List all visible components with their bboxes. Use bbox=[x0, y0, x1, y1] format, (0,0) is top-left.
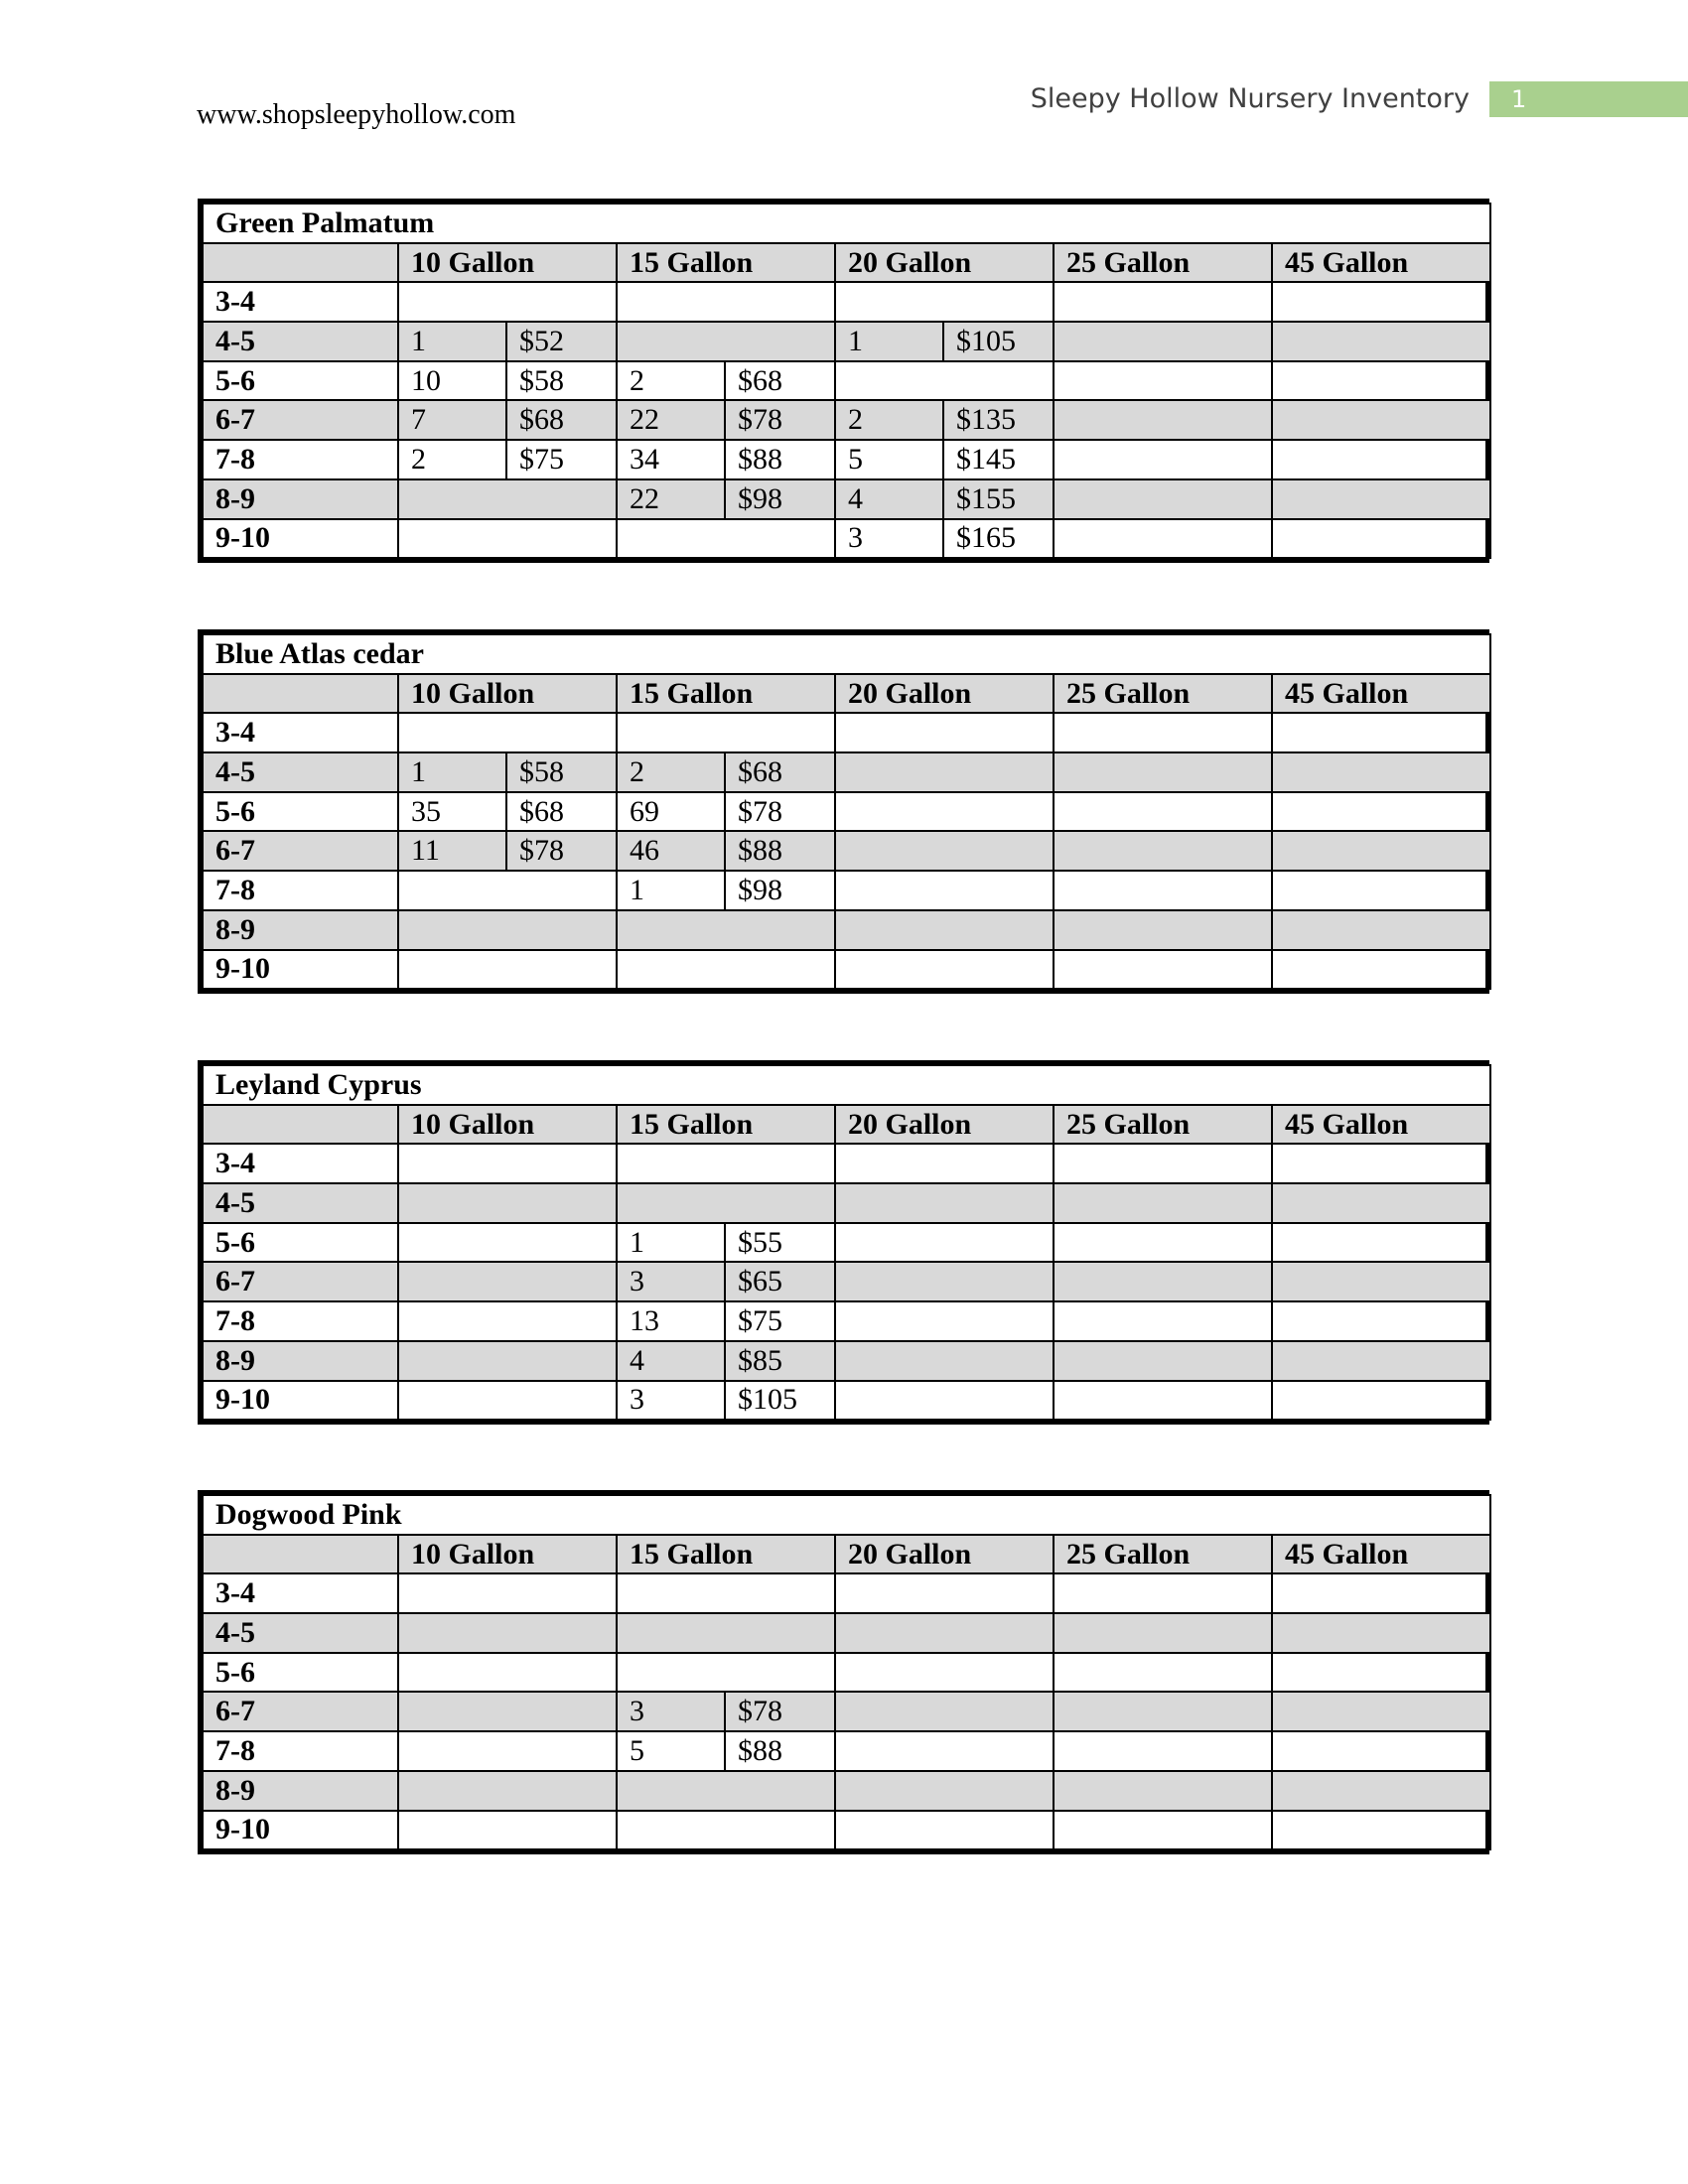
empty-cell bbox=[1272, 1613, 1490, 1653]
table-row bbox=[203, 871, 1490, 910]
empty-cell bbox=[1054, 322, 1272, 361]
empty-cell bbox=[1054, 1731, 1272, 1771]
empty-cell bbox=[1054, 282, 1272, 322]
empty-cell bbox=[1272, 322, 1490, 361]
document-title: Sleepy Hollow Nursery Inventory bbox=[1030, 83, 1470, 114]
column-header: 10 Gallon bbox=[398, 1535, 617, 1574]
quantity-cell: 4 bbox=[835, 479, 943, 519]
table-row bbox=[203, 1301, 1490, 1341]
empty-cell bbox=[1054, 1692, 1272, 1731]
empty-cell bbox=[398, 479, 617, 519]
empty-cell bbox=[617, 1183, 835, 1223]
empty-cell bbox=[835, 1613, 1054, 1653]
website-url: www.shopsleepyhollow.com bbox=[197, 99, 516, 130]
table-row bbox=[203, 1811, 1490, 1850]
empty-cell bbox=[1054, 752, 1272, 792]
empty-cell bbox=[1054, 361, 1272, 401]
table-header-row bbox=[203, 1105, 1490, 1145]
empty-cell bbox=[398, 1301, 617, 1341]
empty-cell bbox=[398, 1223, 617, 1263]
empty-cell bbox=[1054, 1262, 1272, 1301]
column-header: 45 Gallon bbox=[1272, 674, 1490, 714]
size-label: 7-8 bbox=[203, 440, 398, 479]
table-row bbox=[203, 1771, 1490, 1811]
empty-cell bbox=[1272, 1183, 1490, 1223]
empty-cell bbox=[1272, 519, 1490, 559]
empty-cell bbox=[1272, 361, 1490, 401]
price-cell: $135 bbox=[943, 400, 1054, 440]
price-cell: $155 bbox=[943, 479, 1054, 519]
empty-cell bbox=[617, 1653, 835, 1693]
price-cell: $75 bbox=[725, 1301, 835, 1341]
empty-cell bbox=[398, 871, 617, 910]
table-title-row bbox=[203, 634, 1490, 674]
empty-cell bbox=[1272, 910, 1490, 950]
quantity-cell: 46 bbox=[617, 831, 725, 871]
empty-cell bbox=[617, 519, 835, 559]
size-label: 9-10 bbox=[203, 519, 398, 559]
empty-cell bbox=[1272, 479, 1490, 519]
empty-cell bbox=[398, 1183, 617, 1223]
quantity-cell: 4 bbox=[617, 1341, 725, 1381]
column-header: 25 Gallon bbox=[1054, 243, 1272, 283]
empty-cell bbox=[1054, 400, 1272, 440]
empty-cell bbox=[617, 713, 835, 752]
empty-cell bbox=[835, 871, 1054, 910]
empty-cell bbox=[835, 1223, 1054, 1263]
table-title-row bbox=[203, 1065, 1490, 1105]
empty-cell bbox=[1272, 831, 1490, 871]
empty-cell bbox=[1272, 1653, 1490, 1693]
table-row bbox=[203, 713, 1490, 752]
table-row bbox=[203, 1341, 1490, 1381]
quantity-cell: 3 bbox=[617, 1262, 725, 1301]
empty-cell bbox=[398, 1811, 617, 1850]
table-row bbox=[203, 1144, 1490, 1183]
column-header: 20 Gallon bbox=[835, 1535, 1054, 1574]
empty-cell bbox=[1272, 282, 1490, 322]
size-label: 6-7 bbox=[203, 400, 398, 440]
empty-cell bbox=[1054, 1144, 1272, 1183]
table-row bbox=[203, 1613, 1490, 1653]
empty-cell bbox=[835, 950, 1054, 990]
size-label: 5-6 bbox=[203, 1653, 398, 1693]
empty-cell bbox=[398, 1653, 617, 1693]
empty-cell bbox=[1272, 752, 1490, 792]
size-label: 3-4 bbox=[203, 1144, 398, 1183]
column-header: 25 Gallon bbox=[1054, 1105, 1272, 1145]
column-header: 15 Gallon bbox=[617, 243, 835, 283]
page-number-badge: 1 bbox=[1489, 81, 1688, 117]
table-title: Green Palmatum bbox=[203, 204, 1490, 243]
size-label: 4-5 bbox=[203, 1183, 398, 1223]
price-cell: $52 bbox=[506, 322, 617, 361]
price-cell: $68 bbox=[506, 400, 617, 440]
price-cell: $78 bbox=[725, 792, 835, 832]
quantity-cell: 1 bbox=[835, 322, 943, 361]
empty-cell bbox=[835, 1811, 1054, 1850]
empty-cell bbox=[1054, 871, 1272, 910]
empty-cell bbox=[1272, 1771, 1490, 1811]
table-row bbox=[203, 792, 1490, 832]
size-label: 3-4 bbox=[203, 1573, 398, 1613]
empty-cell bbox=[835, 1183, 1054, 1223]
empty-cell bbox=[398, 1771, 617, 1811]
price-cell: $88 bbox=[725, 831, 835, 871]
empty-cell bbox=[617, 910, 835, 950]
column-header: 25 Gallon bbox=[1054, 674, 1272, 714]
price-cell: $78 bbox=[506, 831, 617, 871]
empty-cell bbox=[1054, 479, 1272, 519]
empty-cell bbox=[1272, 1223, 1490, 1263]
empty-cell bbox=[617, 1811, 835, 1850]
empty-cell bbox=[1272, 1341, 1490, 1381]
table-row bbox=[203, 282, 1490, 322]
table-row bbox=[203, 1731, 1490, 1771]
empty-cell bbox=[1054, 792, 1272, 832]
column-header: 25 Gallon bbox=[1054, 1535, 1272, 1574]
table-row bbox=[203, 322, 1490, 361]
size-label: 7-8 bbox=[203, 871, 398, 910]
size-label: 8-9 bbox=[203, 910, 398, 950]
price-cell: $105 bbox=[943, 322, 1054, 361]
table-row bbox=[203, 400, 1490, 440]
size-label: 5-6 bbox=[203, 361, 398, 401]
empty-cell bbox=[1272, 1573, 1490, 1613]
empty-cell bbox=[398, 1613, 617, 1653]
empty-cell bbox=[398, 1692, 617, 1731]
size-label: 9-10 bbox=[203, 1381, 398, 1421]
empty-cell bbox=[835, 1144, 1054, 1183]
table-header-row bbox=[203, 243, 1490, 283]
empty-cell bbox=[835, 1692, 1054, 1731]
table-row bbox=[203, 910, 1490, 950]
table-row bbox=[203, 831, 1490, 871]
price-cell: $165 bbox=[943, 519, 1054, 559]
empty-cell bbox=[835, 361, 1054, 401]
empty-cell bbox=[1054, 1381, 1272, 1421]
empty-cell bbox=[1054, 1341, 1272, 1381]
empty-cell bbox=[398, 519, 617, 559]
size-label: 3-4 bbox=[203, 713, 398, 752]
empty-cell bbox=[1272, 1811, 1490, 1850]
empty-cell bbox=[1054, 1613, 1272, 1653]
empty-cell bbox=[398, 950, 617, 990]
price-cell: $105 bbox=[725, 1381, 835, 1421]
table-row bbox=[203, 1183, 1490, 1223]
empty-cell bbox=[617, 282, 835, 322]
quantity-cell: 2 bbox=[835, 400, 943, 440]
size-label: 5-6 bbox=[203, 792, 398, 832]
empty-cell bbox=[1272, 713, 1490, 752]
size-label: 4-5 bbox=[203, 322, 398, 361]
inventory-table-leyland-cyprus bbox=[198, 1060, 1489, 1425]
size-label: 8-9 bbox=[203, 1341, 398, 1381]
quantity-cell: 13 bbox=[617, 1301, 725, 1341]
empty-cell bbox=[398, 1341, 617, 1381]
table-row bbox=[203, 950, 1490, 990]
table-row bbox=[203, 1692, 1490, 1731]
empty-cell bbox=[835, 792, 1054, 832]
table-title: Dogwood Pink bbox=[203, 1495, 1490, 1535]
inventory-table-blue-atlas-cedar bbox=[198, 629, 1489, 994]
empty-cell bbox=[398, 713, 617, 752]
empty-cell bbox=[398, 282, 617, 322]
empty-cell bbox=[1272, 1381, 1490, 1421]
empty-cell bbox=[398, 1731, 617, 1771]
empty-cell bbox=[835, 1771, 1054, 1811]
table-row bbox=[203, 1262, 1490, 1301]
table-title: Blue Atlas cedar bbox=[203, 634, 1490, 674]
empty-cell bbox=[1054, 1811, 1272, 1850]
size-column-header bbox=[203, 674, 398, 714]
table-title: Leyland Cyprus bbox=[203, 1065, 1490, 1105]
size-label: 4-5 bbox=[203, 752, 398, 792]
price-cell: $75 bbox=[506, 440, 617, 479]
empty-cell bbox=[617, 1573, 835, 1613]
empty-cell bbox=[1054, 1183, 1272, 1223]
empty-cell bbox=[1054, 440, 1272, 479]
quantity-cell: 11 bbox=[398, 831, 506, 871]
empty-cell bbox=[835, 831, 1054, 871]
empty-cell bbox=[398, 1573, 617, 1613]
empty-cell bbox=[1272, 1144, 1490, 1183]
empty-cell bbox=[1272, 1731, 1490, 1771]
empty-cell bbox=[835, 1341, 1054, 1381]
empty-cell bbox=[1272, 400, 1490, 440]
inventory-grid bbox=[202, 633, 1491, 990]
empty-cell bbox=[1054, 1573, 1272, 1613]
table-header-row bbox=[203, 674, 1490, 714]
table-row bbox=[203, 1653, 1490, 1693]
empty-cell bbox=[398, 1381, 617, 1421]
quantity-cell: 1 bbox=[398, 752, 506, 792]
size-label: 4-5 bbox=[203, 1613, 398, 1653]
price-cell: $65 bbox=[725, 1262, 835, 1301]
column-header: 10 Gallon bbox=[398, 243, 617, 283]
price-cell: $85 bbox=[725, 1341, 835, 1381]
size-label: 8-9 bbox=[203, 479, 398, 519]
price-cell: $58 bbox=[506, 752, 617, 792]
table-row bbox=[203, 361, 1490, 401]
empty-cell bbox=[617, 322, 835, 361]
column-header: 15 Gallon bbox=[617, 674, 835, 714]
empty-cell bbox=[617, 950, 835, 990]
column-header: 10 Gallon bbox=[398, 674, 617, 714]
column-header: 20 Gallon bbox=[835, 243, 1054, 283]
empty-cell bbox=[617, 1771, 835, 1811]
empty-cell bbox=[835, 282, 1054, 322]
empty-cell bbox=[1272, 871, 1490, 910]
column-header: 45 Gallon bbox=[1272, 1105, 1490, 1145]
empty-cell bbox=[398, 1144, 617, 1183]
inventory-grid bbox=[202, 1494, 1491, 1850]
empty-cell bbox=[1272, 440, 1490, 479]
empty-cell bbox=[835, 910, 1054, 950]
quantity-cell: 35 bbox=[398, 792, 506, 832]
empty-cell bbox=[1054, 519, 1272, 559]
empty-cell bbox=[835, 1573, 1054, 1613]
empty-cell bbox=[1054, 1301, 1272, 1341]
price-cell: $58 bbox=[506, 361, 617, 401]
quantity-cell: 2 bbox=[617, 752, 725, 792]
empty-cell bbox=[835, 1731, 1054, 1771]
empty-cell bbox=[835, 1653, 1054, 1693]
quantity-cell: 7 bbox=[398, 400, 506, 440]
quantity-cell: 22 bbox=[617, 400, 725, 440]
size-label: 6-7 bbox=[203, 831, 398, 871]
inventory-table-dogwood-pink bbox=[198, 1490, 1489, 1854]
size-column-header bbox=[203, 1105, 398, 1145]
price-cell: $68 bbox=[506, 792, 617, 832]
empty-cell bbox=[1272, 1262, 1490, 1301]
size-label: 5-6 bbox=[203, 1223, 398, 1263]
size-label: 9-10 bbox=[203, 1811, 398, 1850]
table-row bbox=[203, 479, 1490, 519]
size-label: 6-7 bbox=[203, 1262, 398, 1301]
size-column-header bbox=[203, 243, 398, 283]
table-row bbox=[203, 1381, 1490, 1421]
quantity-cell: 3 bbox=[617, 1381, 725, 1421]
inventory-table-green-palmatum bbox=[198, 199, 1489, 563]
quantity-cell: 1 bbox=[617, 871, 725, 910]
size-label: 6-7 bbox=[203, 1692, 398, 1731]
empty-cell bbox=[1054, 1223, 1272, 1263]
price-cell: $88 bbox=[725, 1731, 835, 1771]
quantity-cell: 34 bbox=[617, 440, 725, 479]
empty-cell bbox=[835, 752, 1054, 792]
table-title-row bbox=[203, 204, 1490, 243]
table-title-row bbox=[203, 1495, 1490, 1535]
empty-cell bbox=[1054, 713, 1272, 752]
empty-cell bbox=[1054, 910, 1272, 950]
empty-cell bbox=[1272, 792, 1490, 832]
empty-cell bbox=[835, 1262, 1054, 1301]
price-cell: $98 bbox=[725, 479, 835, 519]
column-header: 45 Gallon bbox=[1272, 243, 1490, 283]
column-header: 20 Gallon bbox=[835, 1105, 1054, 1145]
column-header: 15 Gallon bbox=[617, 1105, 835, 1145]
size-label: 7-8 bbox=[203, 1301, 398, 1341]
quantity-cell: 69 bbox=[617, 792, 725, 832]
quantity-cell: 5 bbox=[617, 1731, 725, 1771]
size-label: 7-8 bbox=[203, 1731, 398, 1771]
table-header-row bbox=[203, 1535, 1490, 1574]
empty-cell bbox=[1054, 831, 1272, 871]
price-cell: $55 bbox=[725, 1223, 835, 1263]
empty-cell bbox=[1054, 1653, 1272, 1693]
quantity-cell: 22 bbox=[617, 479, 725, 519]
empty-cell bbox=[617, 1613, 835, 1653]
empty-cell bbox=[398, 910, 617, 950]
empty-cell bbox=[835, 1381, 1054, 1421]
column-header: 20 Gallon bbox=[835, 674, 1054, 714]
quantity-cell: 3 bbox=[835, 519, 943, 559]
inventory-grid bbox=[202, 203, 1491, 559]
inventory-grid bbox=[202, 1064, 1491, 1421]
quantity-cell: 10 bbox=[398, 361, 506, 401]
quantity-cell: 5 bbox=[835, 440, 943, 479]
price-cell: $145 bbox=[943, 440, 1054, 479]
empty-cell bbox=[835, 1301, 1054, 1341]
price-cell: $98 bbox=[725, 871, 835, 910]
empty-cell bbox=[1272, 950, 1490, 990]
table-row bbox=[203, 519, 1490, 559]
empty-cell bbox=[1272, 1692, 1490, 1731]
size-label: 8-9 bbox=[203, 1771, 398, 1811]
empty-cell bbox=[617, 1144, 835, 1183]
quantity-cell: 2 bbox=[617, 361, 725, 401]
empty-cell bbox=[398, 1262, 617, 1301]
quantity-cell: 2 bbox=[398, 440, 506, 479]
price-cell: $78 bbox=[725, 1692, 835, 1731]
size-label: 3-4 bbox=[203, 282, 398, 322]
quantity-cell: 3 bbox=[617, 1692, 725, 1731]
price-cell: $68 bbox=[725, 361, 835, 401]
price-cell: $68 bbox=[725, 752, 835, 792]
quantity-cell: 1 bbox=[617, 1223, 725, 1263]
quantity-cell: 1 bbox=[398, 322, 506, 361]
column-header: 10 Gallon bbox=[398, 1105, 617, 1145]
empty-cell bbox=[835, 713, 1054, 752]
size-label: 9-10 bbox=[203, 950, 398, 990]
table-row bbox=[203, 440, 1490, 479]
empty-cell bbox=[1054, 1771, 1272, 1811]
price-cell: $78 bbox=[725, 400, 835, 440]
column-header: 15 Gallon bbox=[617, 1535, 835, 1574]
size-column-header bbox=[203, 1535, 398, 1574]
table-row bbox=[203, 1573, 1490, 1613]
column-header: 45 Gallon bbox=[1272, 1535, 1490, 1574]
table-row bbox=[203, 1223, 1490, 1263]
price-cell: $88 bbox=[725, 440, 835, 479]
empty-cell bbox=[1272, 1301, 1490, 1341]
empty-cell bbox=[1054, 950, 1272, 990]
table-row bbox=[203, 752, 1490, 792]
